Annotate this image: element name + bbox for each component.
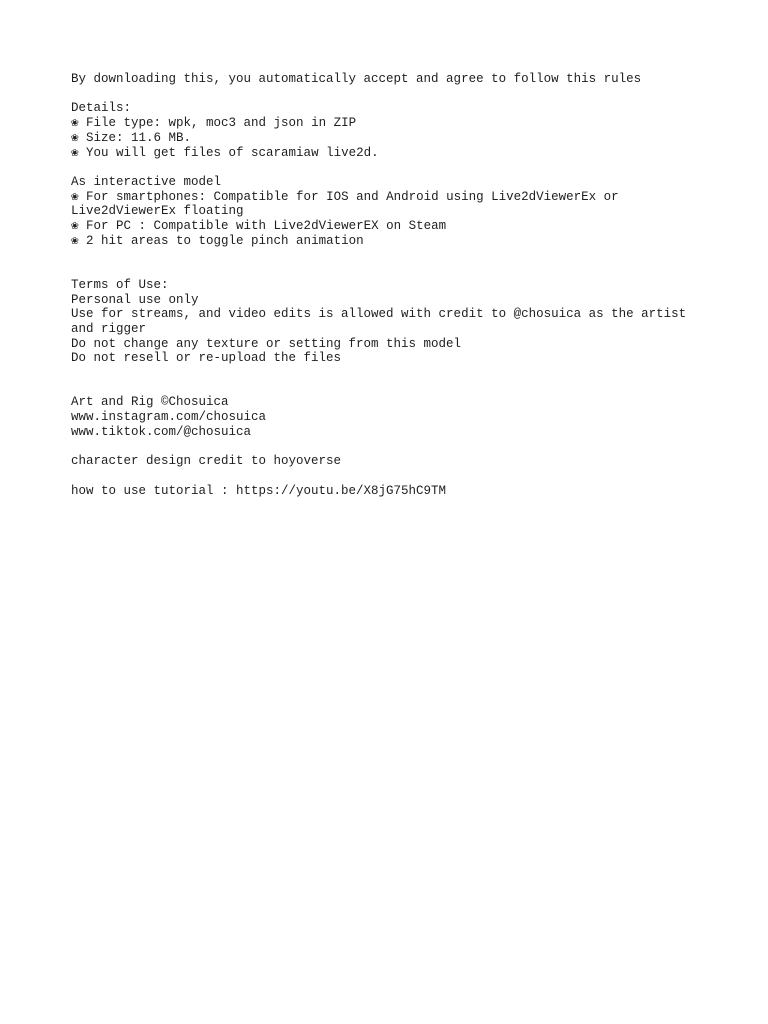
interactive-item-hit-areas: ❀ 2 hit areas to toggle pinch animation <box>71 233 364 248</box>
terms-heading: Terms of Use: <box>71 277 169 292</box>
terms-item-streams: Use for streams, and video edits is allowed with credit to @chosuica as the artist and rigger <box>71 307 694 336</box>
credits-tiktok: www.tiktok.com/@chosuica <box>71 424 252 439</box>
credits-instagram: www.instagram.com/chosuica <box>71 410 267 425</box>
interactive-item-smartphones: ❀ For smartphones: Compatible for IOS and Android using Live2dViewerEx or Live2dViewerEx floating <box>71 189 627 219</box>
details-heading: Details: <box>71 101 132 116</box>
spacer <box>71 248 711 277</box>
details-item-files: ❀ You will get files of scaramiaw live2d. <box>71 145 379 160</box>
terms-item-no-resell: Do not resell or re-upload the files <box>71 351 342 366</box>
interactive-item-pc: ❀ For PC : Compatible with Live2dViewerEX on Steam <box>71 219 447 233</box>
details-item-file-type: ❀ File type: wpk, moc3 and json in ZIP <box>71 116 357 131</box>
details-item-size: ❀ Size: 11.6 MB. <box>71 130 192 145</box>
tutorial-link-text: how to use tutorial : https://youtu.be/X8jG75hC9TM <box>71 483 447 498</box>
interactive-heading: As interactive model <box>71 174 222 189</box>
terms-item-personal-use: Personal use only <box>71 292 199 307</box>
character-credit: character design credit to hoyoverse <box>71 454 342 469</box>
spacer <box>71 469 711 484</box>
document-page <box>71 72 711 498</box>
spacer <box>71 87 711 102</box>
terms-item-no-change: Do not change any texture or setting from this model <box>71 336 462 351</box>
credits-artist: Art and Rig ©Chosuica <box>71 395 229 410</box>
intro-text: By downloading this, you automatically accept and agree to follow this rules <box>71 72 642 86</box>
spacer <box>71 160 711 175</box>
spacer <box>71 440 711 455</box>
spacer <box>71 366 711 395</box>
